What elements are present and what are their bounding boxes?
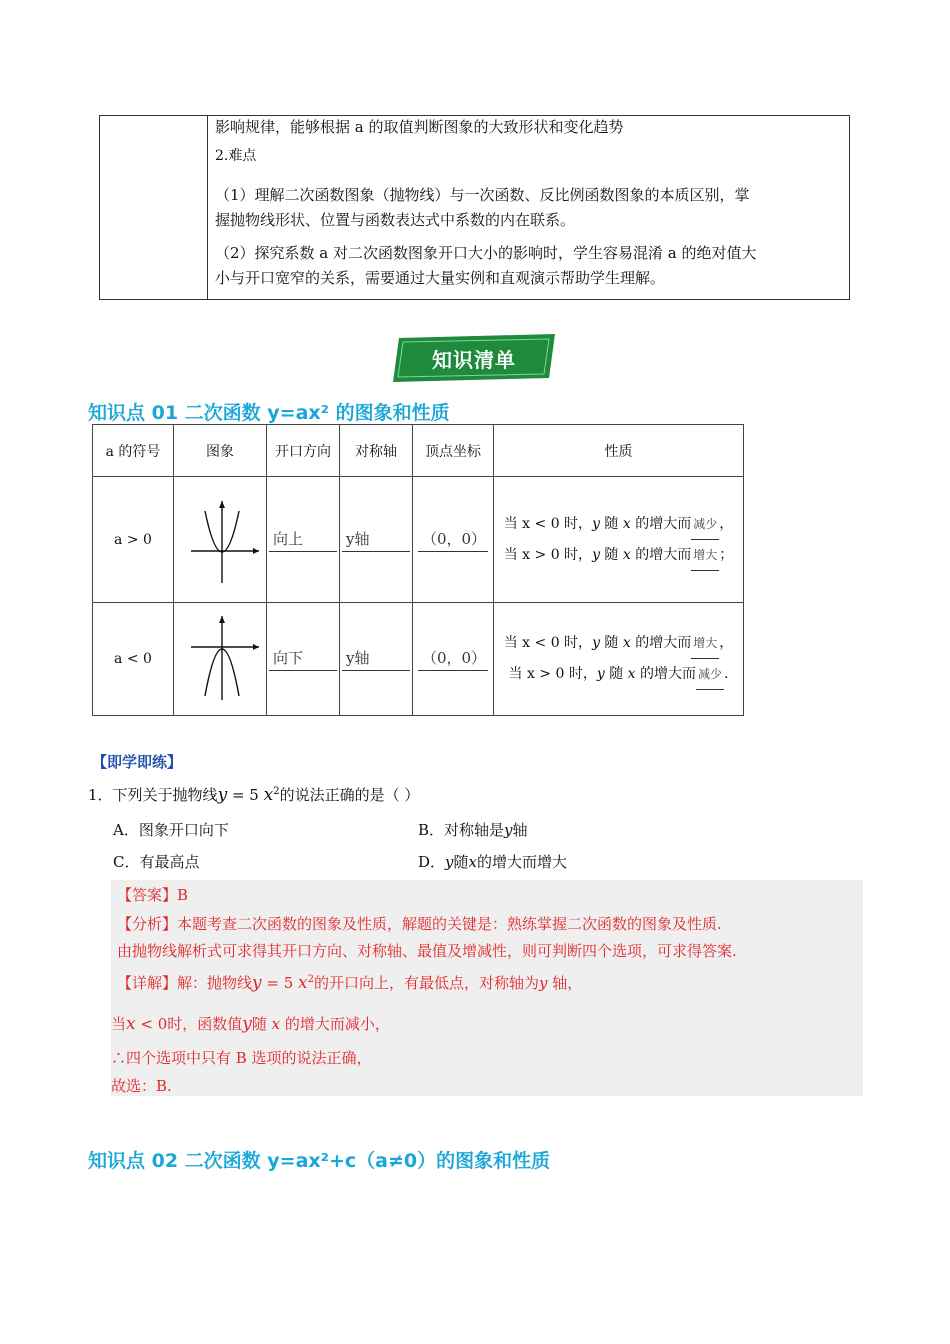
axis-cell	[340, 603, 413, 716]
section-title: 知识点 02 二次函数 y=ax²+c（a≠0）的图象和性质	[88, 1150, 551, 1172]
table-label-cell	[100, 116, 208, 299]
direction-cell	[267, 477, 340, 603]
detail-line: 故选：B.	[111, 1077, 172, 1095]
properties-table	[92, 424, 744, 716]
header-graph: 图象	[174, 425, 267, 477]
sign-cell: a > 0	[93, 477, 174, 603]
table-text-line: （2）探究系数 a 对二次函数图象开口大小的影响时，学生容易混淆 a 的绝对值大	[215, 244, 757, 262]
option-a[interactable]: A．图象开口向下	[113, 821, 229, 839]
practice-label: 【即学即练】	[92, 753, 183, 771]
banner-label: 知识清单	[432, 347, 516, 372]
parabola-down-icon	[175, 612, 265, 702]
property-cell	[494, 477, 744, 603]
graph-cell	[174, 603, 267, 716]
table-text-line: 影响规律，能够根据 a 的取值判断图象的大致形状和变化趋势	[215, 118, 624, 136]
detail-line: 【详解】解：抛物线y = 5 $x^2$的开口向上，有最低点，对称轴为y 轴，	[117, 973, 583, 993]
header-sign: a 的符号	[93, 425, 174, 477]
table-text-line: （1）理解二次函数图象（抛物线）与一次函数、反比例函数图象的本质区别，掌	[215, 186, 750, 204]
answer-blank: 减少	[696, 659, 724, 690]
property-line: 当 x < 0 时，y 随 x 的增大而 增大 ，	[494, 628, 743, 659]
header-axis: 对称轴	[340, 425, 413, 477]
answer-blank: 减少	[691, 509, 719, 540]
axis-fill: y轴	[342, 528, 410, 552]
answer-blank: 增大	[691, 628, 719, 659]
knowledge-list-banner	[393, 334, 555, 382]
option-b[interactable]: B．对称轴是y轴	[418, 821, 528, 839]
question-stem: 1．下列关于抛物线y = 5 $x^2$的说法正确的是（ ）	[88, 785, 420, 805]
property-line: 当 x > 0 时，y 随 x 的增大而 减少 .	[494, 659, 743, 690]
vertex-fill: （0，0）	[418, 647, 488, 671]
answer-blank: 增大	[691, 540, 719, 571]
header-properties: 性质	[494, 425, 744, 477]
table-text-line: 小与开口宽窄的关系，需要通过大量实例和直观演示帮助学生理解。	[215, 269, 666, 287]
property-line: 当 x > 0 时，y 随 x 的增大而 增大 ；	[494, 540, 743, 571]
header-direction: 开口方向	[267, 425, 340, 477]
analysis-line: 【分析】本题考查二次函数的图象及性质，解题的关键是：熟练掌握二次函数的图象及性质.	[117, 915, 722, 933]
direction-fill: 向上	[269, 528, 337, 552]
section-title: 知识点 01 二次函数 y=ax² 的图象和性质	[88, 402, 450, 424]
direction-cell	[267, 603, 340, 716]
vertex-fill: （0，0）	[418, 528, 488, 552]
vertex-cell	[413, 603, 494, 716]
parabola-up-icon	[175, 493, 265, 583]
analysis-line: 由抛物线解析式可求得其开口方向、对称轴、最值及增减性，则可判断四个选项，可求得答案.	[117, 942, 737, 960]
sign-cell: a < 0	[93, 603, 174, 716]
axis-fill: y轴	[342, 647, 410, 671]
direction-fill: 向下	[269, 647, 337, 671]
table-text-line: 握抛物线形状、位置与函数表达式中系数的内在联系。	[215, 211, 576, 229]
detail-line: ∴四个选项中只有 B 选项的说法正确，	[111, 1049, 372, 1067]
detail-line: 当x < 0时，函数值y随 x 的增大而减小，	[111, 1014, 390, 1034]
header-vertex: 顶点坐标	[413, 425, 494, 477]
property-cell	[494, 603, 744, 716]
vertex-cell	[413, 477, 494, 603]
answer-line: 【答案】B	[117, 886, 189, 904]
table-row	[93, 477, 744, 603]
graph-cell	[174, 477, 267, 603]
table-text-line: 2.难点	[215, 148, 257, 164]
property-line: 当 x < 0 时，y 随 x 的增大而 减少 ，	[494, 509, 743, 540]
answer-box	[111, 880, 863, 1096]
axis-cell	[340, 477, 413, 603]
table-row	[93, 603, 744, 716]
option-c[interactable]: C．有最高点	[113, 853, 200, 871]
option-d[interactable]: D．y随x的增大而增大	[418, 853, 568, 871]
